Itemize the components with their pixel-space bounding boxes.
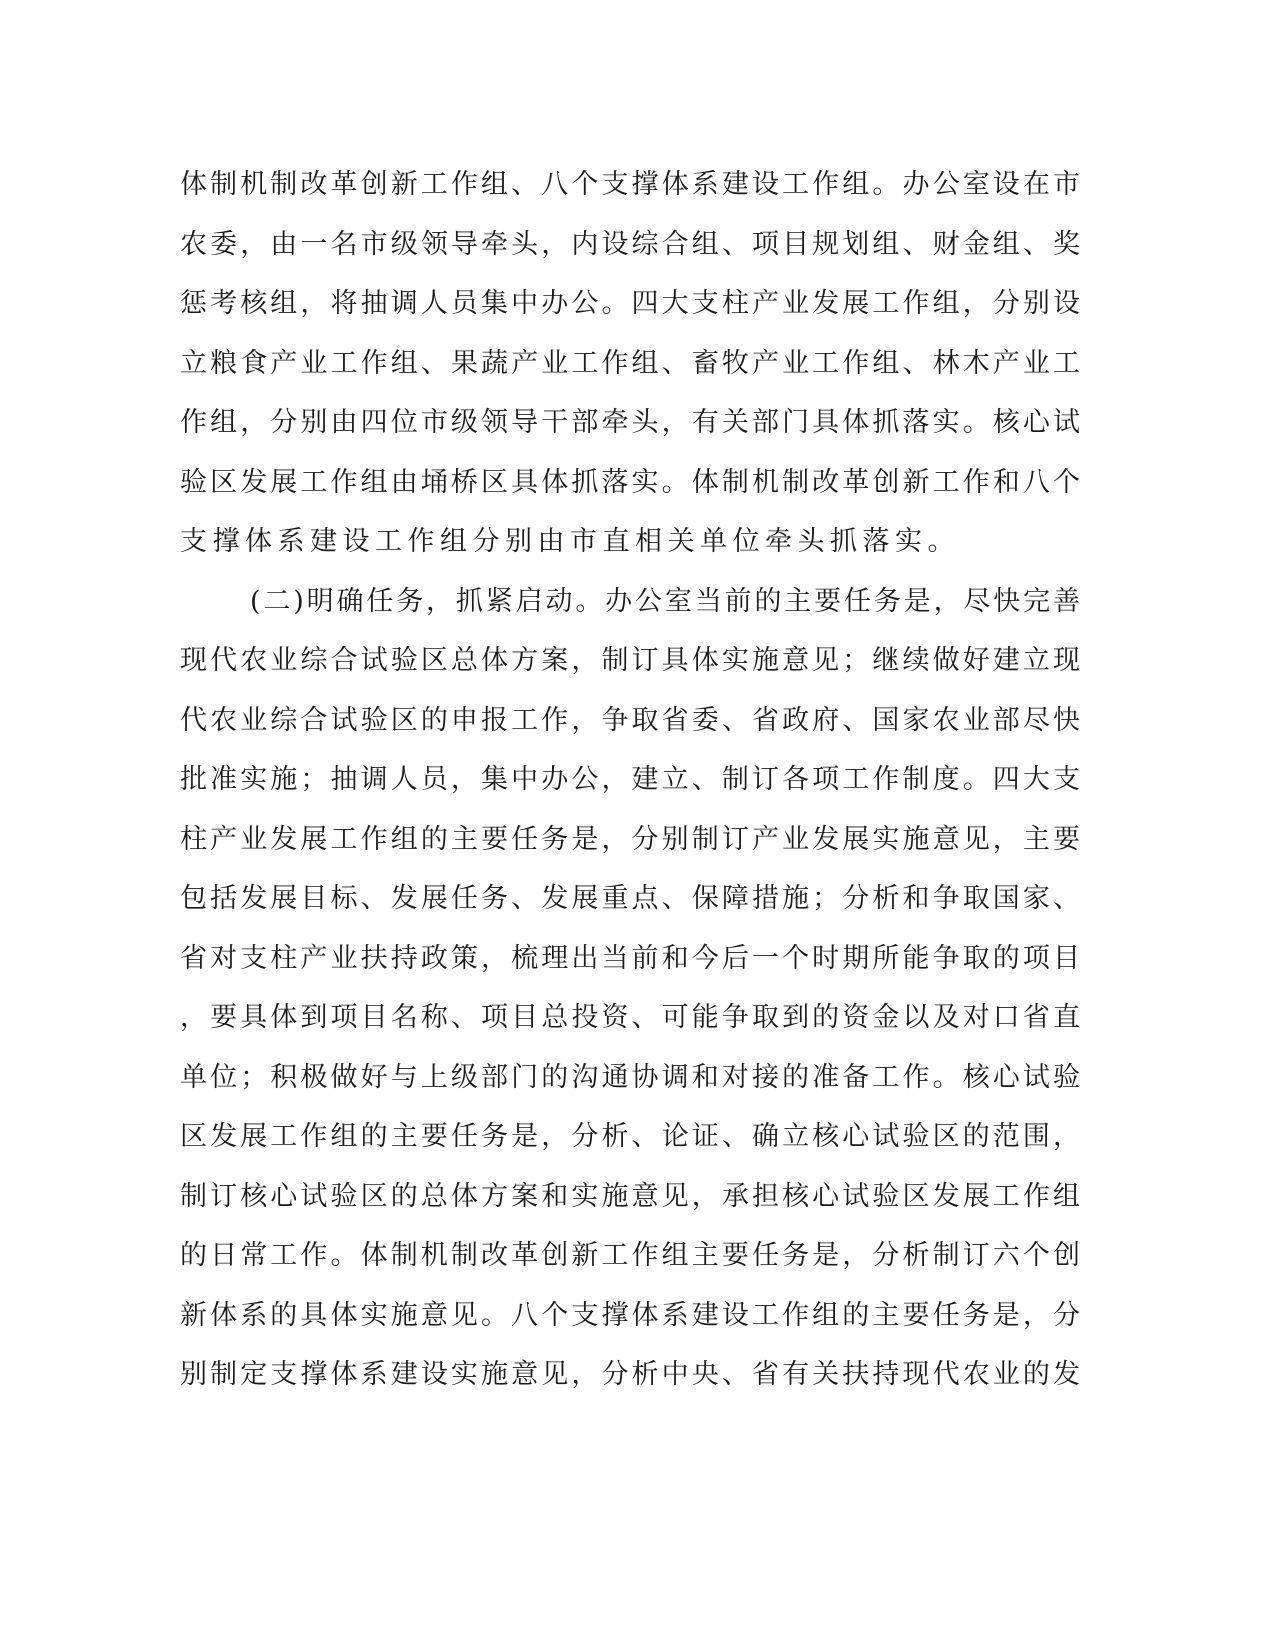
paragraph-start-line: (二)明确任务，抓紧启动。办公室当前的主要任务是，尽快完善 bbox=[250, 585, 1080, 617]
text-line: 别制定支撑体系建设实施意见，分析中央、省有关扶持现代农业的发 bbox=[180, 1359, 1080, 1390]
text-line: ，要具体到项目名称、项目总投资、可能争取到的资金以及对口省直 bbox=[180, 1002, 1080, 1033]
text-line: 农委，由一名市级领导牵头，内设综合组、项目规划组、财金组、奖 bbox=[180, 228, 1080, 260]
text-line: 验区发展工作组由埇桥区具体抓落实。体制机制改革创新工作和八个 bbox=[180, 466, 1080, 498]
text-line: 区发展工作组的主要任务是，分析、论证、确立核心试验区的范围， bbox=[180, 1121, 1080, 1152]
text-line: 体制机制改革创新工作组、八个支撑体系建设工作组。办公室设在市 bbox=[180, 169, 1080, 200]
text-line: 制订核心试验区的总体方案和实施意见，承担核心试验区发展工作组 bbox=[180, 1180, 1080, 1212]
body-text bbox=[180, 155, 1080, 1405]
text-line: 包括发展目标、发展任务、发展重点、保障措施；分析和争取国家、 bbox=[180, 883, 1080, 914]
text-line: 立粮食产业工作组、果蔬产业工作组、畜牧产业工作组、林木产业工 bbox=[180, 347, 1080, 379]
text-line: 批准实施；抽调人员，集中办公，建立、制订各项工作制度。四大支 bbox=[180, 764, 1080, 795]
paragraph-end-line: 支撑体系建设工作组分别由市直相关单位牵头抓落实。 bbox=[180, 526, 960, 557]
text-line: 作组，分别由四位市级领导干部牵头，有关部门具体抓落实。核心试 bbox=[180, 407, 1080, 438]
text-line: 现代农业综合试验区总体方案，制订具体实施意见；继续做好建立现 bbox=[180, 645, 1080, 676]
text-line: 省对支柱产业扶持政策，梳理出当前和今后一个时期所能争取的项目 bbox=[180, 942, 1080, 974]
text-line: 柱产业发展工作组的主要任务是，分别制订产业发展实施意见，主要 bbox=[180, 823, 1080, 855]
text-line: 代农业综合试验区的申报工作，争取省委、省政府、国家农业部尽快 bbox=[180, 704, 1080, 736]
text-line: 的日常工作。体制机制改革创新工作组主要任务是，分析制订六个创 bbox=[180, 1240, 1080, 1271]
text-line: 惩考核组，将抽调人员集中办公。四大支柱产业发展工作组，分别设 bbox=[180, 288, 1080, 319]
text-line: 新体系的具体实施意见。八个支撑体系建设工作组的主要任务是，分 bbox=[180, 1299, 1080, 1331]
text-line: 单位；积极做好与上级部门的沟通协调和对接的准备工作。核心试验 bbox=[180, 1061, 1080, 1093]
